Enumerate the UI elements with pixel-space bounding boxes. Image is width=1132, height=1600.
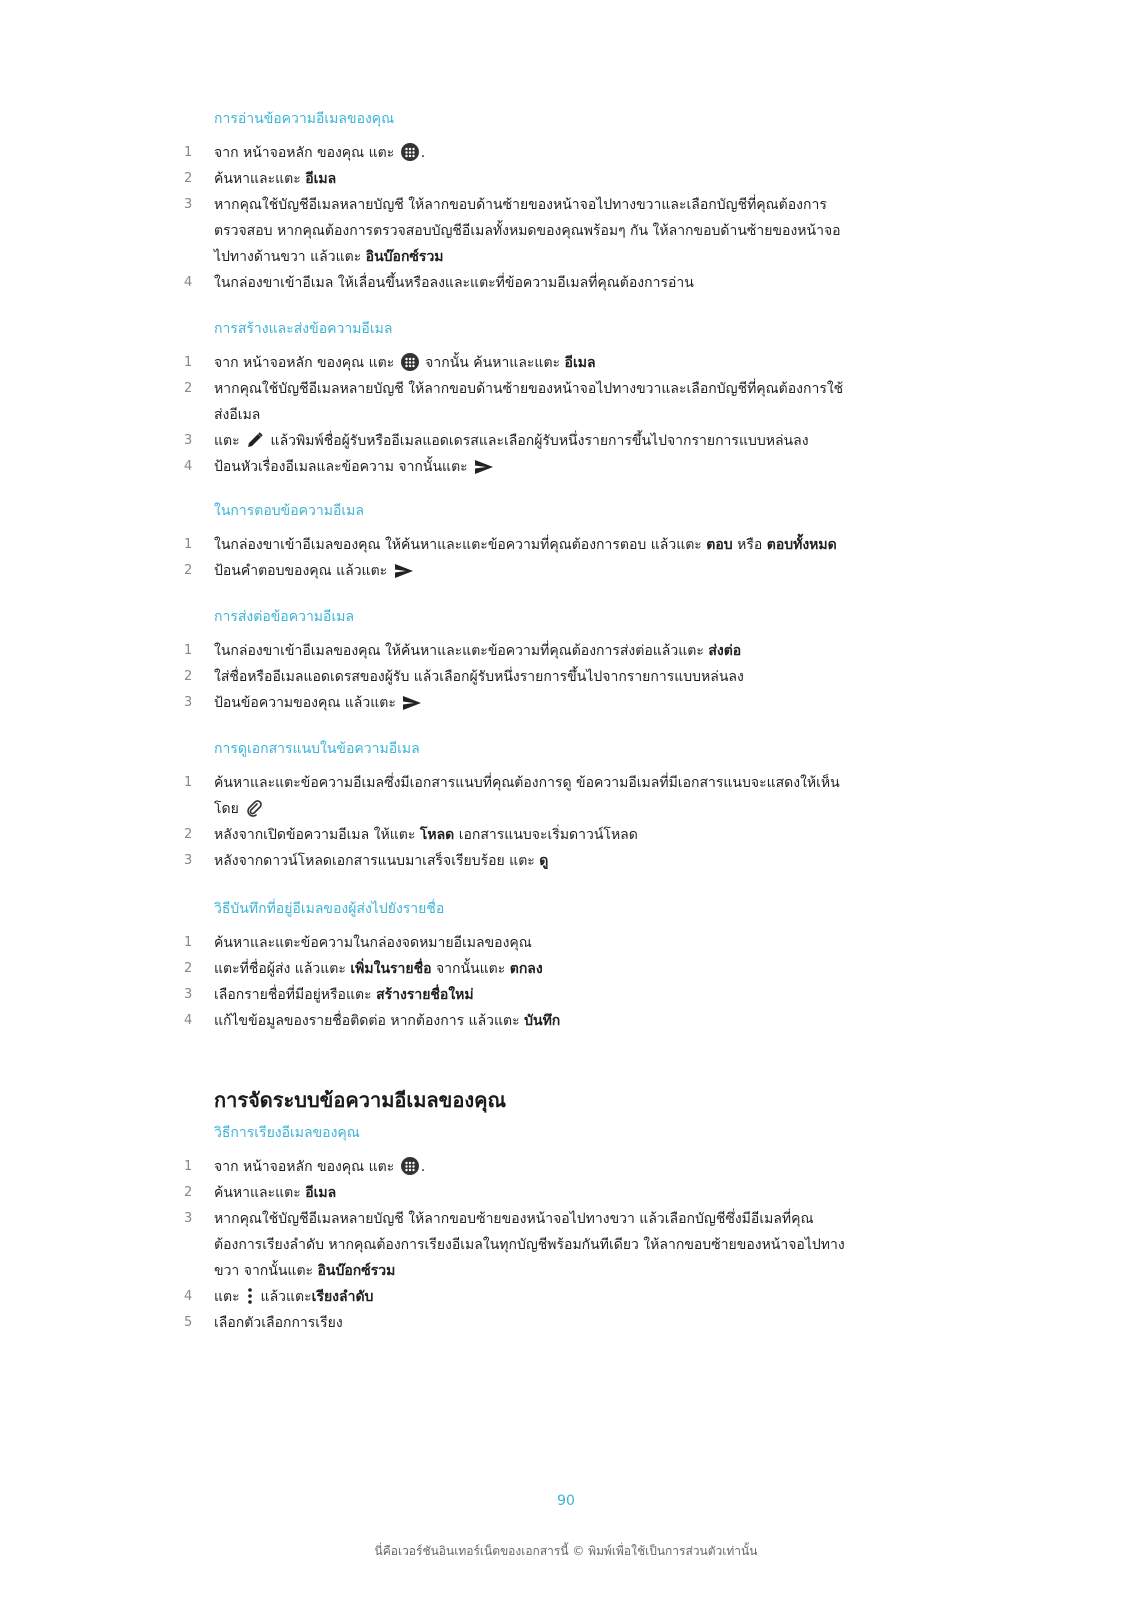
paperclip-icon <box>245 799 263 817</box>
step-text <box>214 532 904 558</box>
step-text: ในกล่องขาเข้าอีเมล ให้เลื่อนขึ้นหรือลงและแตะที่ข้อความอีเมลที่คุณต้องการอ่าน <box>214 275 694 291</box>
step-text <box>214 1008 904 1034</box>
section-title: ในการตอบข้อความอีเมล <box>214 503 364 519</box>
step-text-part: แตะ <box>214 433 245 449</box>
step-text-part: แตะ <box>214 1289 245 1305</box>
step-bold-term: ส่งต่อ <box>708 643 742 659</box>
step-text <box>214 982 904 1008</box>
step-number: 4 <box>184 1289 193 1304</box>
step <box>184 664 904 690</box>
step <box>184 956 904 982</box>
section-title: การสร้างและส่งข้อความอีเมล <box>214 321 393 337</box>
step-number: 3 <box>184 433 193 448</box>
section-read-email <box>184 108 904 296</box>
more-vertical-icon <box>246 1287 254 1305</box>
step <box>184 270 904 296</box>
step-number: 2 <box>184 381 193 396</box>
step-number: 1 <box>184 775 193 790</box>
step-bold-term: ดู <box>539 853 549 869</box>
step <box>184 376 904 428</box>
step-number: 2 <box>184 563 193 578</box>
section-title: การส่งต่อข้อความอีเมล <box>214 609 355 625</box>
send-arrow-icon <box>474 459 494 475</box>
step-text <box>214 350 904 376</box>
step-text <box>214 558 904 584</box>
step-text-part: แก้ไขข้อมูลของรายชื่อติดต่อ หากต้องการ แล้วแตะ <box>214 1013 525 1029</box>
step-text-part: แตะที่ชื่อผู้ส่ง แล้วแตะ <box>214 961 351 977</box>
step-bold-term: โหลด <box>419 827 455 843</box>
section-view-attachments <box>184 738 904 874</box>
step-bold-term: อินบ๊อกซ์รวม <box>317 1263 396 1279</box>
step-number: 3 <box>184 853 193 868</box>
step-bold-term: ตกลง <box>509 961 543 977</box>
step-number: 2 <box>184 669 193 684</box>
step <box>184 1154 904 1180</box>
step-text: ใส่ชื่อหรืออีเมลแอดเดรสของผู้รับ แล้วเลือกผู้รับหนึ่งรายการขึ้นไปจากรายการแบบหล่นลง <box>214 669 744 685</box>
step-text-part: จาก หน้าจอหลัก ของคุณ แตะ <box>214 355 399 371</box>
page-heading: การจัดระบบข้อความอีเมลของคุณ <box>214 1088 507 1112</box>
step <box>184 1284 904 1310</box>
step-text: เลือกตัวเลือกการเรียง <box>214 1315 343 1331</box>
step-text-part: จากนั้น ค้นหาและแตะ <box>420 355 565 371</box>
step-number: 5 <box>184 1315 193 1330</box>
step-text <box>214 848 904 874</box>
step <box>184 428 904 454</box>
step-text <box>214 140 904 166</box>
section-title: การดูเอกสารแนบในข้อความอีเมล <box>214 741 420 757</box>
step-bold-term: ตอบทั้งหมด <box>766 537 837 553</box>
step-bold-term: ตอบ <box>706 537 733 553</box>
section-title: วิธีบันทึกที่อยู่อีเมลของผู้ส่งไปยังรายชื่อ <box>214 901 445 917</box>
step-text-part: ป้อนข้อความของคุณ แล้วแตะ <box>214 695 401 711</box>
step-text-part: ค้นหาและแตะ <box>214 171 306 187</box>
pencil-icon <box>246 431 264 449</box>
step-text-part: ป้อนคำตอบของคุณ แล้วแตะ <box>214 563 392 579</box>
step <box>184 848 904 874</box>
step-number: 3 <box>184 197 193 212</box>
step-number: 4 <box>184 459 193 474</box>
step-number: 4 <box>184 275 193 290</box>
send-arrow-icon <box>394 563 414 579</box>
step-number: 3 <box>184 695 193 710</box>
step-text-part: ค้นหาและแตะข้อความอีเมลซึ่งมีเอกสารแนบที่คุณต้องการดู ข้อความอีเมลที่มีเอกสารแนบจะแสดงให้เห็น โดย <box>214 775 840 817</box>
step-text <box>214 1284 904 1310</box>
step-bold-term: บันทึก <box>524 1013 561 1029</box>
step-number: 1 <box>184 537 193 552</box>
step <box>184 454 904 480</box>
step-text <box>214 822 904 848</box>
step-text-part: หากคุณใช้บัญชีอีเมลหลายบัญชี ให้ลากขอบซ้ายของหน้าจอไปทางขวา แล้วเลือกบัญชีซึ่งมีอีเมลที่คุณ ต้องการเรียงลำดับ หากคุณต้องการเรียงอีเมลในทุกบัญชีพร้อมกันทีเดียว ให้ลากขอบซ้ายของหน้าจอไปทาง ขวา จากนั้นแตะ <box>214 1211 845 1279</box>
step-text-part: แล้วแตะ <box>256 1289 312 1305</box>
step-bold-term: สร้างรายชื่อใหม่ <box>376 987 474 1003</box>
step-text-part: หลังจากดาวน์โหลดเอกสารแนบมาเสร็จเรียบร้อย แตะ <box>214 853 540 869</box>
step <box>184 1180 904 1206</box>
step-number: 1 <box>184 355 193 370</box>
step-text: ค้นหาและแตะข้อความในกล่องจดหมายอีเมลของคุณ <box>214 935 532 951</box>
step-text <box>214 770 904 822</box>
section-sort-emails <box>184 1122 904 1336</box>
step-text <box>214 1180 904 1206</box>
step-number: 1 <box>184 1159 193 1174</box>
step-bold-term: อีเมล <box>564 355 596 371</box>
step <box>184 690 904 716</box>
step <box>184 770 904 822</box>
step <box>184 930 904 956</box>
step <box>184 638 904 664</box>
step <box>184 192 904 270</box>
step-text-part: หากคุณใช้บัญชีอีเมลหลายบัญชี ให้ลากขอบด้านซ้ายของหน้าจอไปทางขวาและเลือกบัญชีที่คุณต้องการ ตรวจสอบ หากคุณต้องการตรวจสอบบัญชีอีเมลทั้งหมดของคุณพร้อมๆ กัน ให้ลากขอบด้านซ้ายของหน้าจอ ไปทางด้านขวา แล้วแตะ <box>214 197 841 265</box>
step <box>184 1310 904 1336</box>
step-number: 2 <box>184 827 193 842</box>
section-title: การอ่านข้อความอีเมลของคุณ <box>214 111 395 127</box>
apps-grid-icon <box>401 143 419 161</box>
footer-note: นี่คือเวอร์ชันอินเทอร์เน็ตของเอกสารนี้ © พิมพ์เพื่อใช้เป็นการส่วนตัวเท่านั้น <box>374 1544 758 1558</box>
step <box>184 822 904 848</box>
step-bold-term: อินบ๊อกซ์รวม <box>365 249 444 265</box>
step-text-part: จาก หน้าจอหลัก ของคุณ แตะ <box>214 1159 399 1175</box>
step-text <box>214 956 904 982</box>
step <box>184 558 904 584</box>
section-forward-email <box>184 606 904 716</box>
step-text-part: แล้วพิมพ์ชื่อผู้รับหรืออีเมลแอดเดรสและเลือกผู้รับหนึ่งรายการขึ้นไปจากรายการแบบหล่นลง <box>266 433 809 449</box>
step-text <box>214 1206 904 1284</box>
step-number: 4 <box>184 1013 193 1028</box>
step-text-part: ในกล่องขาเข้าอีเมลของคุณ ให้ค้นหาและแตะข้อความที่คุณต้องการตอบ แล้วแตะ <box>214 537 707 553</box>
section-reply-email <box>184 500 904 584</box>
step-number: 2 <box>184 961 193 976</box>
page-number: 90 <box>557 1493 575 1509</box>
step-text-part: จาก หน้าจอหลัก ของคุณ แตะ <box>214 145 399 161</box>
step-text-part: ในกล่องขาเข้าอีเมลของคุณ ให้ค้นหาและแตะข้อความที่คุณต้องการส่งต่อแล้วแตะ <box>214 643 709 659</box>
step-text-part: . <box>420 145 426 161</box>
step-bold-term: เพิ่มในรายชื่อ <box>350 961 432 977</box>
step-number: 1 <box>184 935 193 950</box>
step-bold-term: อีเมล <box>305 1185 337 1201</box>
step-bold-term: อีเมล <box>305 171 337 187</box>
send-arrow-icon <box>402 695 422 711</box>
step-text-part: ป้อนหัวเรื่องอีเมลและข้อความ จากนั้นแตะ <box>214 459 473 475</box>
step-number: 2 <box>184 1185 193 1200</box>
step-number: 3 <box>184 987 193 1002</box>
step-text-part: จากนั้นแตะ <box>431 961 510 977</box>
step-text <box>214 638 904 664</box>
step <box>184 350 904 376</box>
step-text <box>214 166 904 192</box>
step-text <box>214 428 904 454</box>
step-text-part: หลังจากเปิดข้อความอีเมล ให้แตะ <box>214 827 420 843</box>
step <box>184 166 904 192</box>
step-text-part: หรือ <box>732 537 767 553</box>
step-text <box>214 454 904 480</box>
step-number: 2 <box>184 171 193 186</box>
step-text-part: . <box>420 1159 426 1175</box>
section-title: วิธีการเรียงอีเมลของคุณ <box>214 1125 360 1141</box>
step-bold-term: เรียงลำดับ <box>311 1289 374 1305</box>
step-text <box>214 690 904 716</box>
section-compose-email <box>184 318 904 480</box>
section-save-sender-contact <box>184 898 904 1034</box>
step <box>184 982 904 1008</box>
step <box>184 532 904 558</box>
apps-grid-icon <box>401 1157 419 1175</box>
step-text <box>214 192 904 270</box>
step-text <box>214 1154 904 1180</box>
step-text-part: เอกสารแนบจะเริ่มดาวน์โหลด <box>454 827 638 843</box>
step <box>184 1008 904 1034</box>
step <box>184 140 904 166</box>
step-text: หากคุณใช้บัญชีอีเมลหลายบัญชี ให้ลากขอบด้านซ้ายของหน้าจอไปทางขวาและเลือกบัญชีที่คุณต้องการใช้ ส่งอีเมล <box>214 381 844 423</box>
step-number: 3 <box>184 1211 193 1226</box>
apps-grid-icon <box>401 353 419 371</box>
step-text-part: ค้นหาและแตะ <box>214 1185 306 1201</box>
step-number: 1 <box>184 643 193 658</box>
step <box>184 1206 904 1284</box>
step-number: 1 <box>184 145 193 160</box>
step-text-part: เลือกรายชื่อที่มีอยู่หรือแตะ <box>214 987 377 1003</box>
